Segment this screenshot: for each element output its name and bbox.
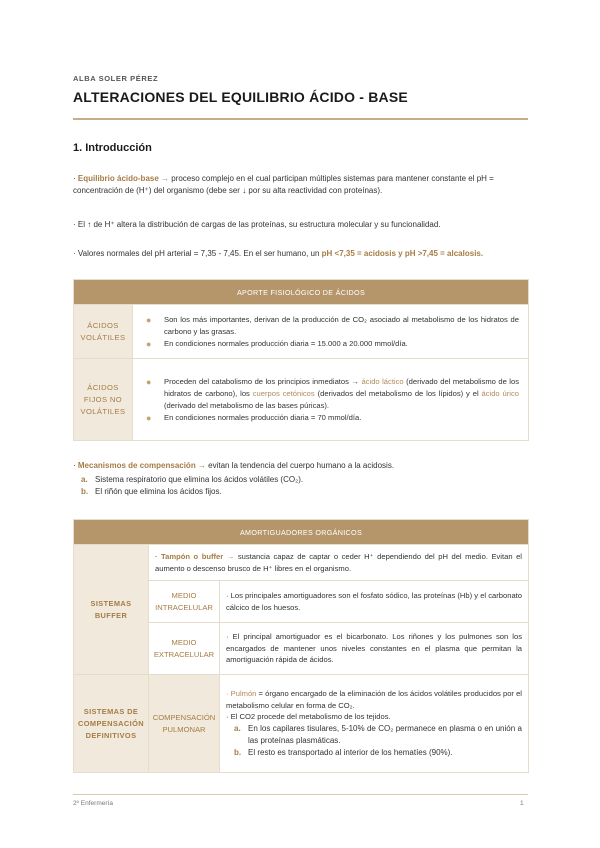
list-item	[144, 412, 519, 424]
bullet-text: Son los más importantes, derivan de la producción de CO₂ asociado al metabolismo de los hidratos de carbono y las grasas.	[164, 314, 519, 336]
intro-paragraph-3	[73, 248, 528, 260]
organic-buffers-table	[73, 519, 529, 773]
row-label-volatiles: ÁCIDOS VOLÁTILES	[74, 305, 133, 359]
row-content	[133, 359, 529, 441]
footer-divider	[73, 794, 528, 795]
pulmonar-content	[220, 675, 529, 773]
label-intracelular: MEDIO INTRACELULAR	[149, 581, 220, 623]
bullet-icon: ●	[146, 338, 152, 349]
label-pulmonar: COMPENSACIÓN PULMONAR	[149, 675, 220, 773]
intro-paragraph-1	[73, 173, 528, 197]
list-item	[144, 376, 519, 412]
bullet-text: (derivado del metabolismo de los hidratos de carbono), los	[164, 376, 519, 398]
row-content	[133, 305, 529, 359]
term-acido-urico: ácido úrico	[481, 388, 519, 398]
bullet-icon: ●	[146, 314, 152, 325]
list-text: El resto es transportado al interior de los hematíes (90%).	[248, 747, 453, 757]
footer-course: 2º Enfermería	[73, 800, 113, 807]
intracelular-text: · Los principales amortiguadores son el fosfato sódico, las proteínas (Hb) y el carbonato cálcico de los huesos.	[220, 581, 529, 623]
compensation-text: evitan la tendencia del cuerpo humano a la acidosis.	[205, 461, 395, 470]
acid-contribution-table	[73, 279, 529, 441]
bullet-text: (derivados del metabolismo de los lípidos) y el	[314, 388, 482, 398]
bullet-list	[134, 376, 527, 424]
list-letter: b.	[234, 747, 242, 757]
table-row	[74, 359, 529, 441]
list-item	[226, 747, 522, 759]
table-header: APORTE FISIOLÓGICO DE ÁCIDOS	[74, 280, 529, 305]
bullet-icon: ●	[146, 376, 152, 387]
bullet-text: En condiciones normales producción diaria = 15.000 a 20.000 mmol/día.	[164, 338, 408, 348]
table-row	[74, 545, 529, 581]
term-pulmon: · Pulmón	[226, 689, 257, 699]
buffer-text: sustancia capaz de captar o ceder H⁺ dependiendo del pH del medio. Evitan el aumento o descenso brusco de H⁺ libres en el organismo.	[155, 552, 522, 573]
pulmon-definition	[226, 688, 522, 711]
list-text: En los capilares tisulares, 5-10% de CO₂ permanece en plasma o en unión a las proteínas plasmáticas.	[248, 723, 522, 745]
term-mecanismos: Mecanismos de compensación →	[77, 461, 206, 470]
term-tampon: · Tampón o buffer →	[155, 552, 235, 561]
label-extracelular: MEDIO EXTRACELULAR	[149, 623, 220, 675]
list-item	[144, 338, 519, 350]
row-label-buffer: SISTEMAS BUFFER	[74, 545, 149, 675]
title-divider	[73, 118, 528, 120]
bullet-list	[134, 314, 527, 350]
list-text: El riñón que elimina los ácidos fijos.	[95, 487, 222, 496]
term-equilibrio: Equilibrio ácido-base →	[77, 174, 170, 183]
intro-paragraph-2: · El ↑ de H⁺ altera la distribución de cargas de las proteínas, su estructura molecular y su funcionalidad.	[73, 220, 441, 229]
bullet-icon: ●	[146, 412, 152, 423]
list-item	[73, 474, 528, 486]
bullet-dot: ·	[73, 461, 78, 470]
term-cuerpos-cetonicos: cuerpos cetónicos	[252, 388, 315, 398]
page-title: ALTERACIONES DEL EQUILIBRIO ÁCIDO - BASE	[73, 89, 408, 105]
intro-text-3: · Valores normales del pH arterial = 7,35 - 7,45. En el ser humano, un	[73, 249, 322, 258]
pulmon-text: = órgano encargado de la eliminación de los ácidos volátiles producidos por el metabolismo celular en forma de CO₂.	[226, 689, 522, 710]
table-header: AMORTIGUADORES ORGÁNICOS	[74, 520, 529, 545]
list-letter: b.	[81, 487, 89, 496]
list-item	[226, 723, 522, 747]
pulmonar-list	[226, 723, 522, 759]
co2-line: · El CO2 procede del metabolismo de los tejidos.	[226, 712, 391, 722]
row-label-fijos: ÁCIDOS FIJOS NO VOLÁTILES	[74, 359, 133, 441]
section-heading: 1. Introducción	[73, 142, 152, 154]
bullet-text: (derivado del metabolismo de las bases púricas).	[164, 400, 330, 410]
list-item	[73, 486, 528, 498]
table-header-row	[74, 520, 529, 545]
page-number: 1	[520, 800, 524, 807]
table-header-row	[74, 280, 529, 305]
extracelular-text: · El principal amortiguador es el bicarbonato. Los riñones y los pulmones son los encargados de mantener unos niveles constantes en el plasma que permitan la amortiguación rápida de ácidos.	[220, 623, 529, 675]
bullet-text: En condiciones normales producción diaria = 70 mmol/día.	[164, 412, 362, 422]
author-name: ALBA SOLER PÉREZ	[73, 74, 159, 83]
list-text: Sistema respiratorio que elimina los ácidos volátiles (CO₂).	[95, 475, 304, 484]
list-letter: a.	[234, 723, 241, 733]
bullet-text: Proceden del catabolismo de los principios inmediatos →	[164, 376, 362, 386]
list-letter: a.	[81, 475, 88, 484]
buffer-definition	[149, 545, 529, 581]
compensation-list	[73, 474, 528, 498]
list-item	[144, 314, 519, 338]
intro-text-1: proceso complejo en el cual participan múltiples sistemas para mantener constante el pH = concentración de (H⁺) del organismo (debe ser ↓ por su alta reactividad con proteínas).	[73, 174, 494, 195]
bullet-dot: ·	[73, 174, 78, 183]
compensation-paragraph	[73, 460, 528, 498]
table-row	[74, 675, 529, 773]
ph-highlight: pH <7,35 = acidosis y pH >7,45 = alcalosis.	[321, 249, 484, 258]
table-row	[74, 305, 529, 359]
term-acido-lactico: ácido láctico	[361, 376, 404, 386]
row-label-compensacion: SISTEMAS DE COMPENSACIÓN DEFINITIVOS	[74, 675, 149, 773]
